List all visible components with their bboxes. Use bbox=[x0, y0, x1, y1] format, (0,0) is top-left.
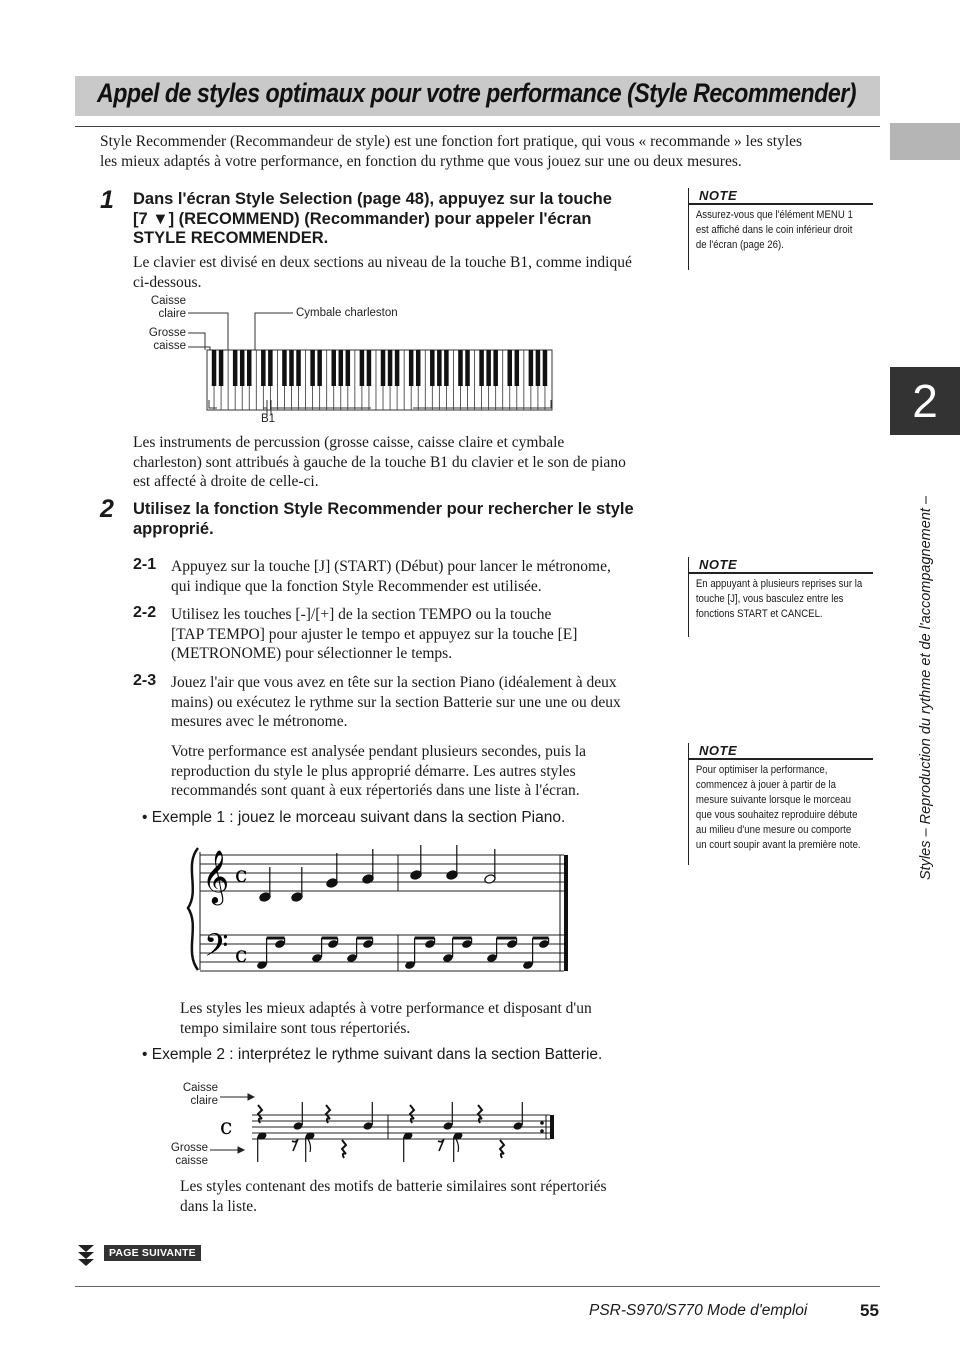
drum-label-line: Grosse bbox=[170, 1142, 208, 1154]
intro-paragraph bbox=[100, 132, 880, 171]
black-key bbox=[395, 350, 400, 386]
black-key bbox=[543, 350, 548, 386]
black-key bbox=[346, 350, 351, 386]
bass-clef-icon: 𝄢 bbox=[204, 927, 229, 971]
black-key bbox=[317, 350, 322, 386]
side-caption: Styles – Reproduction du rythme et de l'accompagnement – bbox=[918, 495, 934, 880]
step-2-heading bbox=[133, 500, 678, 539]
page-number: 55 bbox=[860, 1301, 879, 1320]
step-1-text-line: est affecté à droite de celle-ci. bbox=[133, 473, 319, 490]
black-key bbox=[493, 350, 498, 386]
substep-line: mesures avec le métronome. bbox=[171, 713, 348, 730]
black-key bbox=[381, 350, 386, 386]
keyboard-diagram bbox=[185, 300, 565, 425]
black-key bbox=[388, 350, 393, 386]
black-key bbox=[486, 350, 491, 386]
substep-line: Utilisez les touches [-]/[+] de la section TEMPO ou la touche bbox=[171, 606, 552, 623]
chapter-number-tab: 2 bbox=[890, 367, 960, 435]
analysis-paragraph bbox=[171, 742, 681, 801]
quarter-rest-icon bbox=[342, 1140, 346, 1158]
quarter-rest-icon bbox=[410, 1105, 414, 1123]
step-2-heading-line: approprié. bbox=[133, 519, 214, 538]
note-heading: NOTE bbox=[699, 557, 738, 572]
black-key bbox=[536, 350, 541, 386]
black-key bbox=[261, 350, 266, 386]
substep-line: [TAP TEMPO] pour ajuster le tempo et appuyez sur la touche [E] bbox=[171, 625, 578, 643]
intro-line: les mieux adaptés à votre performance, en fonction du rythme que vous jouez sur une ou deux mesures. bbox=[100, 152, 742, 170]
step-1-text-a bbox=[133, 253, 678, 292]
note-2 bbox=[688, 557, 873, 637]
drum-notes bbox=[257, 1102, 524, 1162]
black-key bbox=[331, 350, 336, 386]
treble-staff bbox=[200, 855, 564, 891]
substep-line: Jouez l'air que vous avez en tête sur la section Piano (idéalement à deux bbox=[171, 674, 617, 691]
note-line: commencez à jouer à partir de la bbox=[695, 779, 836, 791]
note-heading: NOTE bbox=[699, 188, 738, 203]
final-barline bbox=[564, 855, 568, 971]
note-line: au milieu d'une mesure ou comporte bbox=[695, 824, 852, 836]
black-key bbox=[479, 350, 484, 386]
result-line: Les styles les mieux adaptés à votre performance et disposant d'un bbox=[180, 1000, 592, 1017]
intro-line: Style Recommender (Recommandeur de style) est une fonction fort pratique, qui vous « recommande » les styles bbox=[100, 133, 803, 150]
black-key bbox=[282, 350, 287, 386]
quarter-rest-icon bbox=[258, 1105, 262, 1123]
black-key bbox=[515, 350, 520, 386]
drum-final-barline bbox=[550, 1115, 554, 1139]
note-line: que vous souhaitez reproduire débute bbox=[695, 809, 858, 821]
black-key bbox=[219, 350, 224, 386]
treble-clef-icon: 𝄞 bbox=[202, 849, 230, 903]
black-key bbox=[310, 350, 315, 386]
black-key bbox=[289, 350, 294, 386]
treble-notes bbox=[259, 845, 496, 902]
bass-staff bbox=[200, 935, 564, 971]
step-1-number: 1 bbox=[100, 186, 114, 214]
step-2-number: 2 bbox=[100, 495, 114, 523]
quarter-rest-icon bbox=[500, 1140, 504, 1158]
note-line: Assurez-vous que l'élément MENU 1 bbox=[695, 209, 853, 221]
drum-score bbox=[210, 1085, 560, 1170]
eighth-rest-icon bbox=[438, 1139, 444, 1151]
label-split-key: B1 bbox=[261, 413, 276, 425]
common-time-icon: c bbox=[235, 863, 248, 888]
black-key bbox=[465, 350, 470, 386]
section-title: Appel de styles optimaux pour votre performance (Style Recommender) bbox=[97, 78, 856, 108]
step-1-heading-line: Dans l'écran Style Selection (page 48), appuyez sur la touche bbox=[133, 190, 612, 208]
step-1-text-line: Le clavier est divisé en deux sections au niveau de la touche B1, comme indiqué bbox=[133, 254, 632, 271]
label-snare-line: Caisse bbox=[150, 295, 186, 307]
note-line: Pour optimiser la performance, bbox=[695, 764, 828, 776]
black-key bbox=[508, 350, 513, 386]
label-kick bbox=[146, 327, 186, 352]
eighth-rest-icon bbox=[292, 1139, 298, 1151]
substep-2-1-number: 2-1 bbox=[133, 556, 157, 573]
side-tab bbox=[890, 123, 960, 160]
note-line: touche [J], vous basculez entre les bbox=[695, 593, 844, 605]
step-1-heading-line: [7 ▼] (RECOMMEND) (Recommander) pour appeler l'écran bbox=[133, 209, 592, 228]
note-heading: NOTE bbox=[699, 743, 738, 758]
black-key bbox=[247, 350, 252, 386]
keyboard-outline bbox=[207, 350, 552, 410]
example-1-result bbox=[180, 999, 680, 1038]
note-line: mesure suivante lorsque le morceau bbox=[695, 794, 851, 806]
substep-line: mains) ou exécutez le rythme sur la section Batterie sur une une ou deux bbox=[171, 693, 621, 711]
next-page-chevrons-icon bbox=[76, 1243, 100, 1269]
black-key bbox=[240, 350, 245, 386]
drum-label-line: claire bbox=[190, 1094, 218, 1107]
black-key bbox=[416, 350, 421, 386]
note-line: fonctions START et CANCEL. bbox=[695, 608, 823, 620]
analysis-line: reproduction du style le plus approprié démarre. Les autres styles bbox=[171, 762, 576, 780]
analysis-line: Votre performance est analysée pendant plusieurs secondes, puis la bbox=[171, 743, 587, 760]
bar-lines bbox=[398, 855, 560, 971]
quarter-rest-icon bbox=[478, 1105, 482, 1123]
example-1-bullet: • Exemple 1 : jouez le morceau suivant dans la section Piano. bbox=[142, 809, 566, 826]
drum-label-line: caisse bbox=[175, 1154, 208, 1167]
step-1-heading-line: STYLE RECOMMENDER. bbox=[133, 229, 329, 247]
note-line: En appuyant à plusieurs reprises sur la bbox=[695, 578, 863, 590]
black-key bbox=[458, 350, 463, 386]
substep-line: qui indique que la fonction Style Recommender est utilisée. bbox=[171, 577, 542, 595]
quarter-rest-icon bbox=[326, 1105, 330, 1123]
note-body bbox=[689, 760, 861, 853]
note-line: de l'écran (page 26). bbox=[695, 239, 784, 251]
note-3 bbox=[688, 743, 873, 865]
black-key bbox=[268, 350, 273, 386]
black-key bbox=[296, 350, 301, 386]
result-line: tempo similaire sont tous répertoriés. bbox=[180, 1019, 411, 1037]
black-key bbox=[444, 350, 449, 386]
bass-notes bbox=[256, 938, 550, 970]
leader-lines bbox=[188, 313, 293, 350]
black-key bbox=[233, 350, 238, 386]
example-2-result bbox=[180, 1177, 680, 1216]
note-1 bbox=[688, 188, 873, 270]
label-hihat: Cymbale charleston bbox=[296, 307, 398, 319]
note-line: est affiché dans le coin inférieur droit bbox=[695, 224, 853, 236]
label-kick-line: caisse bbox=[153, 339, 186, 352]
black-key bbox=[430, 350, 435, 386]
substep-line: (METRONOME) pour sélectionner le temps. bbox=[171, 645, 453, 662]
common-time-icon: c bbox=[220, 1115, 233, 1140]
analysis-line: recommandés sont quant à eux répertoriés dans une liste à l'écran. bbox=[171, 782, 580, 799]
black-key bbox=[529, 350, 534, 386]
step-1-text-line: charleston) sont attribués à gauche de la touche B1 du clavier et le son de piano bbox=[133, 453, 626, 471]
substep-2-2-text bbox=[171, 605, 681, 664]
black-key bbox=[360, 350, 365, 386]
black-key bbox=[339, 350, 344, 386]
note-body bbox=[689, 574, 863, 622]
footer-rule bbox=[75, 1286, 880, 1287]
black-key bbox=[367, 350, 372, 386]
note-line: un court soupir avant la première note. bbox=[695, 839, 861, 851]
common-time-icon: c bbox=[235, 943, 248, 968]
substep-2-3-text bbox=[171, 673, 681, 732]
label-snare bbox=[146, 295, 186, 320]
substep-line: Appuyez sur la touche [J] (START) (Début) pour lancer le métronome, bbox=[171, 558, 611, 575]
drum-label-kick bbox=[166, 1142, 208, 1167]
black-key bbox=[437, 350, 442, 386]
step-1-heading bbox=[133, 190, 673, 249]
substep-2-2-number: 2-2 bbox=[133, 604, 157, 621]
step-2-heading-line: Utilisez la fonction Style Recommender pour rechercher le style bbox=[133, 500, 634, 518]
label-snare-line: claire bbox=[158, 307, 186, 320]
result-line: Les styles contenant des motifs de batterie similaires sont répertoriés bbox=[180, 1178, 607, 1195]
step-1-text-line: Les instruments de percussion (grosse caisse, caisse claire et cymbale bbox=[133, 434, 565, 451]
note-body bbox=[689, 205, 853, 253]
step-1-text-b bbox=[133, 433, 678, 492]
piano-score bbox=[180, 840, 580, 980]
substep-2-1-text bbox=[171, 557, 681, 596]
repeat-dot bbox=[540, 1121, 544, 1125]
black-key bbox=[409, 350, 414, 386]
brace bbox=[188, 848, 198, 970]
drum-label-line: Caisse bbox=[182, 1082, 218, 1094]
result-line: dans la liste. bbox=[180, 1197, 258, 1215]
footer-manual-title: PSR-S970/S770 Mode d'emploi bbox=[589, 1302, 808, 1319]
label-kick-line: Grosse bbox=[148, 327, 186, 339]
repeat-dot bbox=[540, 1129, 544, 1133]
step-1-text-line: ci-dessous. bbox=[133, 273, 202, 291]
title-rule bbox=[75, 126, 880, 127]
example-2-bullet: • Exemple 2 : interprétez le rythme suivant dans la section Batterie. bbox=[142, 1046, 603, 1063]
next-page-label: PAGE SUIVANTE bbox=[104, 1245, 201, 1261]
black-key bbox=[212, 350, 217, 386]
substep-2-3-number: 2-3 bbox=[133, 672, 157, 689]
